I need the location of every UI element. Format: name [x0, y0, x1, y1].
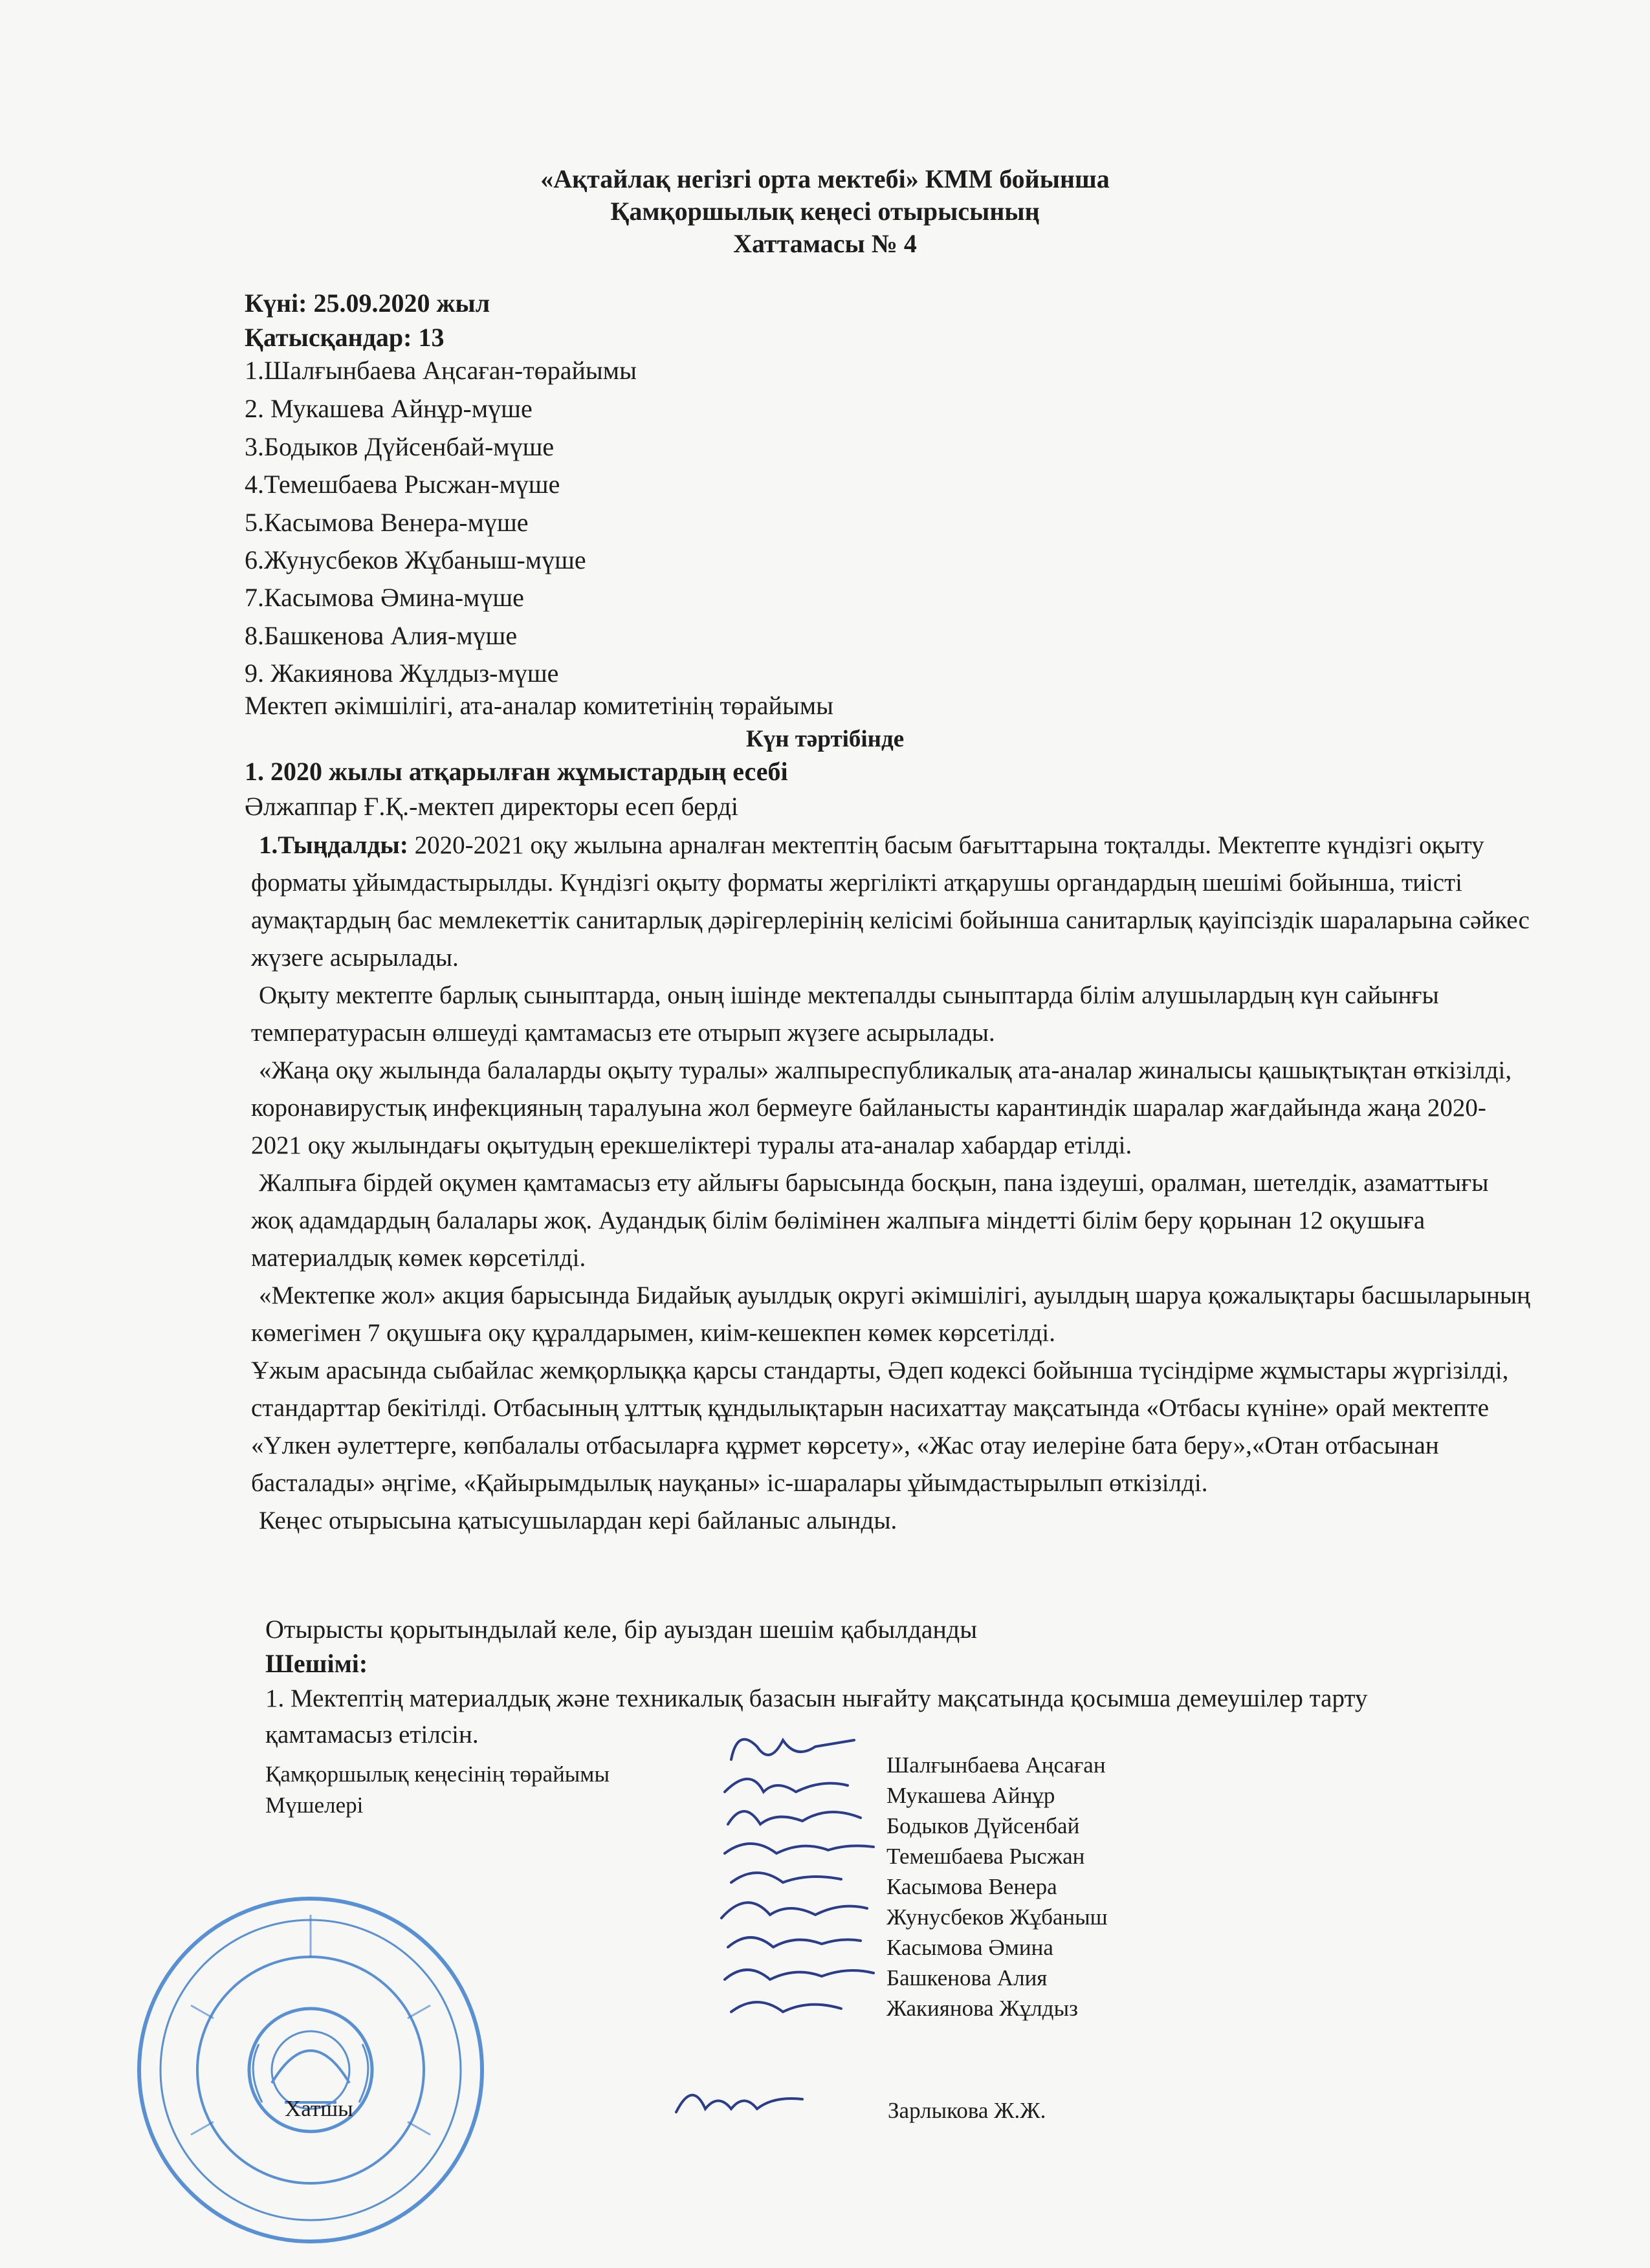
body-paragraph-2: Оқыту мектепте барлық сыныптарда, оның ішінде мектепалды сыныптарда білім алушылардың күн сайынғы температурасын өлшеуді қамтамасыз ете отырып жүзеге асырылады. — [251, 981, 1439, 1047]
chair-label: Қамқоршылық кеңесінің төрайымы — [265, 1761, 610, 1787]
header-line-1: «Ақтайлақ негізгі орта мектебі» КММ бойынша — [540, 164, 1110, 193]
member-4: 4.Темешбаева Рысжан-мүше — [245, 470, 560, 499]
signature-name: Касымова Венера — [886, 1874, 1057, 1899]
attendee-count: Қатысқандар: 13 — [245, 323, 445, 352]
decision-text: 1. Мектептің материалдық және техникалық базасын нығайту мақсатында қосымша демеушілер тарту қамтамасыз етілсін. — [265, 1685, 1368, 1749]
agenda-item-1: 1. 2020 жылы атқарылған жұмыстардың есебі — [245, 757, 788, 786]
member-7: 7.Касымова Әмина-мүше — [245, 583, 524, 612]
secretary-signature — [666, 2073, 815, 2132]
admin-line: Мектеп әкімшілігі, ата-аналар комитетінің төрайымы — [245, 691, 834, 720]
signature-name: Бодыков Дүйсенбай — [886, 1813, 1080, 1838]
heard-text: 2020-2021 оқу жылына арналған мектептің басым бағыттарына тоқталды. Мектепте күндізгі оқыту форматы ұйымдастырылды. Күндізгі оқыту форматы жергілікті атқарушы органдардың шешімі бойынша, тиісті аумақтардың бас мемлекеттік санитарлық дәрігерлерінің келісімі бойынша санитарлық қауіпсіздік шараларына сәйкес жүзеге асырылады. — [251, 831, 1530, 972]
official-stamp — [129, 1889, 492, 2251]
body-paragraph-7: Кеңес отырысына қатысушылардан кері байланыс алынды. — [259, 1507, 897, 1534]
member-2: 2. Мукашева Айнұр-мүше — [245, 394, 533, 423]
meeting-date: Күні: 25.09.2020 жыл — [245, 289, 490, 318]
member-5: 5.Касымова Венера-мүше — [245, 508, 529, 537]
signature-name: Жакиянова Жұлдыз — [886, 1996, 1078, 2021]
member-8: 8.Башкенова Алия-мүше — [245, 621, 518, 650]
secretary-label: Хатшы — [285, 2096, 353, 2121]
body-paragraph-5: «Мектепке жол» акция барысында Бидайық ауылдық округі әкімшілігі, ауылдың шаруа қожалықтары басшыларының көмегімен 7 оқушыға оқу құралдарымен, киім-кешекпен көмек көрсетілді. — [251, 1281, 1531, 1347]
header-line-3: Хаттамасы № 4 — [733, 229, 917, 258]
body-paragraph-3: «Жаңа оқу жылында балаларды оқыту туралы» жалпыреспубликалық ата-аналар жиналысы қашықтықтан өткізілді, коронавирустық инфекцияның таралуына жол бермеуге байланысты карантиндік шаралар жағдайында жаңа 2020-2021 оқу жылындағы оқытудың ерекшеліктері туралы ата-аналар хабардар етілді. — [251, 1056, 1512, 1159]
header-line-2: Қамқоршылық кеңесі отырысының — [610, 197, 1040, 226]
member-3: 3.Бодыков Дүйсенбай-мүше — [245, 432, 555, 461]
signature-name: Мукашева Айнұр — [886, 1783, 1055, 1808]
signature-name: Жунусбеков Жұбаныш — [886, 1904, 1108, 1930]
member-9: 9. Жакиянова Жұлдыз-мүше — [245, 659, 559, 688]
conclusion-line: Отырысты қорытындылай келе, бір ауыздан шешім қабылданды — [265, 1615, 978, 1644]
signature-name: Башкенова Алия — [886, 1965, 1048, 1990]
body-paragraph-4: Жалпыға бірдей оқумен қамтамасыз ету айлығы барысында босқын, пана іздеуші, оралман, шетелдік, азаматтығы жоқ адамдардың балалары жоқ. Аудандық білім бөлімінен жалпыға міндетті білім беру қорынан 12 оқушыға материалдық көмек көрсетілді. — [251, 1169, 1489, 1272]
reporter-line: Әлжаппар Ғ.Қ.-мектеп директоры есеп берді — [245, 792, 738, 821]
signature-name: Касымова Әмина — [886, 1935, 1053, 1960]
heard-label: 1.Тыңдалды: — [259, 831, 408, 859]
signature-name: Шалғынбаева Аңсаған — [886, 1752, 1106, 1778]
agenda-title: Күн тәртібінде — [745, 726, 905, 752]
signature-name: Темешбаева Рысжан — [886, 1844, 1085, 1869]
member-6: 6.Жунусбеков Жұбаныш-мүше — [245, 545, 586, 574]
member-signature-names — [886, 1750, 1108, 2023]
secretary-name: Зарлыкова Ж.Ж. — [888, 2098, 1046, 2123]
body-paragraph-6: Ұжым арасында сыбайлас жемқорлыққа қарсы стандарты, Әдеп кодексі бойынша түсіндірме жұмыстары жүргізілді, стандарттар бекітілді. Отбасының ұлттық құндылықтарын насихаттау мақсатында «Отбасы күніне» орай мектепте «Үлкен әулеттерге, көпбалалы отбасыларға құрмет көрсету», «Жас отау иелеріне бата беру»,«Отан отбасынан басталады» әңгіме, «Қайырымдылық науқаны» іс-шаралары ұйымдастырылып өткізілді. — [251, 1357, 1509, 1497]
decision-label: Шешімі: — [265, 1649, 368, 1678]
report-body — [251, 827, 1532, 1540]
members-label: Мүшелері — [265, 1793, 364, 1818]
member-1: 1.Шалғынбаева Аңсаған-төрайымы — [245, 356, 637, 385]
heard-paragraph — [251, 827, 1532, 977]
